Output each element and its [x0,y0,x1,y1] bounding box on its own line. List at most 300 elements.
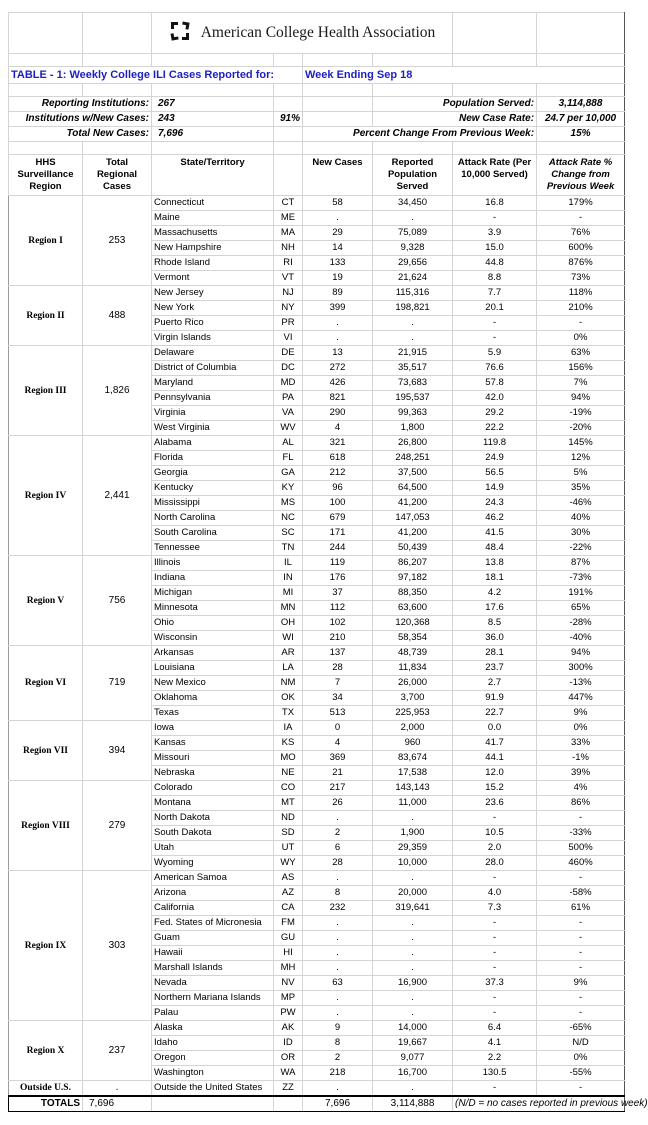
new-case-rate-label: New Case Rate: [373,112,537,127]
totals-row [9,1096,625,1112]
cell-new-cases: . [303,916,373,931]
cell-abbr: GA [274,466,303,481]
cell-attack-rate: 44.8 [453,256,537,271]
cell-change: -22% [537,541,625,556]
cell-abbr: OR [274,1051,303,1066]
cell-population: 120,368 [373,616,453,631]
cell-population: 48,739 [373,646,453,661]
cell-attack-rate: 24.3 [453,496,537,511]
cell-population: . [373,811,453,826]
cell-abbr: CO [274,781,303,796]
nd-footnote: (N/D = no cases reported in previous week) [453,1096,625,1112]
cell-abbr: LA [274,661,303,676]
cell-population: 11,834 [373,661,453,676]
cell-attack-rate: - [453,871,537,886]
cell-attack-rate: 5.9 [453,346,537,361]
col-header-region: HHS Surveillance Region [9,155,83,196]
cell-abbr: KY [274,481,303,496]
cell-abbr: DE [274,346,303,361]
cell-state: Florida [152,451,274,466]
cell-attack-rate: 4.2 [453,586,537,601]
cell-change: 118% [537,286,625,301]
population-served-label: Population Served: [373,97,537,112]
cell-population: . [373,331,453,346]
col-header-abbr [274,155,303,196]
org-header [152,13,453,54]
total-new-cases-label: Total New Cases: [9,127,152,142]
cell-attack-rate: 15.2 [453,781,537,796]
cell-state: Arkansas [152,646,274,661]
cell-new-cases: 618 [303,451,373,466]
cell-state: California [152,901,274,916]
cell-attack-rate: 119.8 [453,436,537,451]
cell-state: South Dakota [152,826,274,841]
table-title: TABLE - 1: Weekly College ILI Cases Reported for: [9,67,303,84]
cell-state: South Carolina [152,526,274,541]
cell-state: Delaware [152,346,274,361]
cell-population: 19,667 [373,1036,453,1051]
cell-state: Michigan [152,586,274,601]
region-name: Region X [9,1021,83,1081]
cell-change: - [537,991,625,1006]
cell-abbr: AS [274,871,303,886]
col-header-attack-rate: Attack Rate (Per 10,000 Served) [453,155,537,196]
cell-population: 50,439 [373,541,453,556]
cell-new-cases: 290 [303,406,373,421]
cell-population: 21,624 [373,271,453,286]
cell-state: Colorado [152,781,274,796]
cell-new-cases: 4 [303,421,373,436]
cell-population: 115,316 [373,286,453,301]
table-row [9,871,625,886]
cell-new-cases: 14 [303,241,373,256]
cell-change: -58% [537,886,625,901]
cell-state: Wyoming [152,856,274,871]
total-new-cases-value: 7,696 [152,127,274,142]
cell-attack-rate: 17.6 [453,601,537,616]
cell-abbr: MO [274,751,303,766]
cell-population: 225,953 [373,706,453,721]
cell-new-cases: . [303,946,373,961]
cell-attack-rate: 56.5 [453,466,537,481]
cell-new-cases: 28 [303,661,373,676]
cell-change: 73% [537,271,625,286]
cell-change: 94% [537,646,625,661]
cell-population: 58,354 [373,631,453,646]
region-total-cases: 394 [83,721,152,781]
spreadsheet [8,12,648,1112]
cell-population: 41,200 [373,526,453,541]
cell-change: 300% [537,661,625,676]
cell-attack-rate: 13.8 [453,556,537,571]
cell-state: Illinois [152,556,274,571]
cell-change: 9% [537,706,625,721]
cell-population: 21,915 [373,346,453,361]
cell-state: Alaska [152,1021,274,1036]
cell-abbr: KS [274,736,303,751]
cell-new-cases: 369 [303,751,373,766]
region-total-cases: 303 [83,871,152,1021]
cell-change: 39% [537,766,625,781]
cell-new-cases: 210 [303,631,373,646]
cell-new-cases: 26 [303,796,373,811]
cell-abbr: WA [274,1066,303,1081]
cell-state: Rhode Island [152,256,274,271]
region-total-cases: 488 [83,286,152,346]
cell-new-cases: 2 [303,1051,373,1066]
cell-attack-rate: 7.3 [453,901,537,916]
cell-change: 500% [537,841,625,856]
cell-state: Wisconsin [152,631,274,646]
cell-change: -20% [537,421,625,436]
cell-abbr: AR [274,646,303,661]
cell-new-cases: 4 [303,736,373,751]
cell-change: 65% [537,601,625,616]
cell-attack-rate: 28.0 [453,856,537,871]
region-name: Region V [9,556,83,646]
table-row [9,436,625,451]
new-case-rate-value: 24.7 per 10,000 [537,112,625,127]
cell-state: Alabama [152,436,274,451]
cell-state: Oregon [152,1051,274,1066]
cell-attack-rate: 23.7 [453,661,537,676]
cell-abbr: RI [274,256,303,271]
cell-population: 99,363 [373,406,453,421]
cell-population: 64,500 [373,481,453,496]
cell-state: Virgin Islands [152,331,274,346]
cell-state: Kentucky [152,481,274,496]
cell-abbr: ZZ [274,1081,303,1097]
cell-new-cases: 89 [303,286,373,301]
cell-state: Marshall Islands [152,961,274,976]
cell-new-cases: 821 [303,391,373,406]
cell-population: 319,641 [373,901,453,916]
cell-state: Nevada [152,976,274,991]
cell-abbr: SD [274,826,303,841]
cell-attack-rate: - [453,991,537,1006]
cell-attack-rate: 42.0 [453,391,537,406]
cell-new-cases: 513 [303,706,373,721]
cell-state: Montana [152,796,274,811]
col-header-new-cases: New Cases [303,155,373,196]
cell-attack-rate: - [453,946,537,961]
cell-new-cases: . [303,1006,373,1021]
cell-population: 198,821 [373,301,453,316]
cell-change: 35% [537,481,625,496]
cell-population: 10,000 [373,856,453,871]
table-row [9,1021,625,1036]
cell-abbr: CA [274,901,303,916]
cell-new-cases: 244 [303,541,373,556]
cell-state: Idaho [152,1036,274,1051]
cell-attack-rate: 91.9 [453,691,537,706]
cell-state: Palau [152,1006,274,1021]
cell-abbr: PR [274,316,303,331]
cell-change: 33% [537,736,625,751]
cell-new-cases: 232 [303,901,373,916]
cell-abbr: VI [274,331,303,346]
region-name: Region VII [9,721,83,781]
cell-new-cases: 29 [303,226,373,241]
cell-new-cases: . [303,961,373,976]
cell-attack-rate: 10.5 [453,826,537,841]
region-name: Region VI [9,646,83,721]
cell-state: Utah [152,841,274,856]
cell-change: -73% [537,571,625,586]
cell-change: 600% [537,241,625,256]
cell-attack-rate: 130.5 [453,1066,537,1081]
cell-change: 86% [537,796,625,811]
cell-abbr: ME [274,211,303,226]
table-row [9,781,625,796]
cell-attack-rate: - [453,961,537,976]
region-name: Region IX [9,871,83,1021]
col-header-change: Attack Rate % Change from Previous Week [537,155,625,196]
cell-attack-rate: - [453,316,537,331]
region-total-cases: 719 [83,646,152,721]
cell-new-cases: 37 [303,586,373,601]
cell-new-cases: 321 [303,436,373,451]
cell-attack-rate: 8.5 [453,616,537,631]
cell-abbr: IA [274,721,303,736]
cell-population: 83,674 [373,751,453,766]
cell-change: 0% [537,721,625,736]
cell-change: -1% [537,751,625,766]
cell-abbr: ID [274,1036,303,1051]
cell-abbr: MI [274,586,303,601]
cell-new-cases: 102 [303,616,373,631]
cell-state: North Carolina [152,511,274,526]
cell-attack-rate: 37.3 [453,976,537,991]
cell-state: New York [152,301,274,316]
cell-new-cases: 679 [303,511,373,526]
cell-abbr: HI [274,946,303,961]
cell-change: -28% [537,616,625,631]
organization-name: American College Health Association [200,24,436,41]
cell-population: . [373,916,453,931]
cell-population: 41,200 [373,496,453,511]
cell-population: 97,182 [373,571,453,586]
cell-attack-rate: 36.0 [453,631,537,646]
totals-label: TOTALS [9,1096,83,1112]
totals-regional-cases: 7,696 [83,1096,152,1112]
cell-change: - [537,871,625,886]
cell-state: Maryland [152,376,274,391]
cell-change: - [537,931,625,946]
cell-population: 88,350 [373,586,453,601]
cell-population: 29,656 [373,256,453,271]
cell-change: - [537,946,625,961]
cell-change: 4% [537,781,625,796]
cell-population: 248,251 [373,451,453,466]
cell-state: Oklahoma [152,691,274,706]
cell-attack-rate: 48.4 [453,541,537,556]
cell-change: 76% [537,226,625,241]
cell-abbr: PA [274,391,303,406]
cell-population: . [373,316,453,331]
table-row [9,646,625,661]
cell-state: Maine [152,211,274,226]
cell-abbr: WY [274,856,303,871]
cell-abbr: NV [274,976,303,991]
cell-population: 16,700 [373,1066,453,1081]
cell-population: 1,800 [373,421,453,436]
cell-state: Georgia [152,466,274,481]
cell-abbr: VA [274,406,303,421]
cell-state: West Virginia [152,421,274,436]
cell-state: North Dakota [152,811,274,826]
population-served-value: 3,114,888 [537,97,625,112]
cell-state: Pennsylvania [152,391,274,406]
cell-abbr: DC [274,361,303,376]
totals-new-cases: 7,696 [303,1096,373,1112]
table-row [9,1081,625,1097]
cell-population: 26,000 [373,676,453,691]
cell-attack-rate: 76.6 [453,361,537,376]
cell-change: -55% [537,1066,625,1081]
cell-attack-rate: 22.2 [453,421,537,436]
cell-abbr: MP [274,991,303,1006]
cell-new-cases: 96 [303,481,373,496]
cell-population: 9,077 [373,1051,453,1066]
cell-abbr: MA [274,226,303,241]
cell-change: 61% [537,901,625,916]
cell-population: 73,683 [373,376,453,391]
cell-abbr: CT [274,196,303,211]
cell-change: 87% [537,556,625,571]
cell-state: New Hampshire [152,241,274,256]
reporting-institutions-value: 267 [152,97,274,112]
cell-change: 94% [537,391,625,406]
cell-new-cases: 176 [303,571,373,586]
cell-abbr: WI [274,631,303,646]
cell-abbr: NJ [274,286,303,301]
cell-abbr: MD [274,376,303,391]
cell-population: 34,450 [373,196,453,211]
cell-population: 143,143 [373,781,453,796]
region-name: Region III [9,346,83,436]
reporting-institutions-label: Reporting Institutions: [9,97,152,112]
cell-new-cases: 8 [303,1036,373,1051]
cell-population: . [373,946,453,961]
cell-attack-rate: 15.0 [453,241,537,256]
cell-attack-rate: - [453,211,537,226]
cell-abbr: TN [274,541,303,556]
cell-population: 35,517 [373,361,453,376]
cell-population: 11,000 [373,796,453,811]
cell-state: Louisiana [152,661,274,676]
cell-change: 191% [537,586,625,601]
region-name: Region VIII [9,781,83,871]
cell-state: Indiana [152,571,274,586]
cell-attack-rate: 6.4 [453,1021,537,1036]
cell-change: -13% [537,676,625,691]
cell-attack-rate: 7.7 [453,286,537,301]
cell-abbr: ND [274,811,303,826]
cell-attack-rate: - [453,1081,537,1097]
cell-change: - [537,811,625,826]
cell-change: 40% [537,511,625,526]
cell-population: . [373,961,453,976]
cell-attack-rate: 12.0 [453,766,537,781]
cell-attack-rate: 28.1 [453,646,537,661]
cell-population: 75,089 [373,226,453,241]
cell-abbr: TX [274,706,303,721]
cell-change: 7% [537,376,625,391]
cell-change: 63% [537,346,625,361]
cell-state: Connecticut [152,196,274,211]
cell-change: 460% [537,856,625,871]
cell-new-cases: . [303,811,373,826]
cell-new-cases: 9 [303,1021,373,1036]
cell-new-cases: 133 [303,256,373,271]
cell-abbr: UT [274,841,303,856]
cell-change: - [537,1006,625,1021]
cell-state: Fed. States of Micronesia [152,916,274,931]
table-row [9,196,625,211]
cell-state: Northern Mariana Islands [152,991,274,1006]
region-total-cases: 253 [83,196,152,286]
cell-population: 147,053 [373,511,453,526]
cell-change: -65% [537,1021,625,1036]
cell-state: Tennessee [152,541,274,556]
cell-state: District of Columbia [152,361,274,376]
cell-new-cases: 119 [303,556,373,571]
cell-change: N/D [537,1036,625,1051]
cell-new-cases: . [303,211,373,226]
cell-state: Kansas [152,736,274,751]
institutions-new-cases-pct: 91% [274,112,303,127]
cell-change: - [537,1081,625,1097]
percent-change-value: 15% [537,127,625,142]
cell-change: -40% [537,631,625,646]
cell-new-cases: 13 [303,346,373,361]
cell-attack-rate: 4.1 [453,1036,537,1051]
cell-attack-rate: 44.1 [453,751,537,766]
cell-change: 30% [537,526,625,541]
region-total-cases: 237 [83,1021,152,1081]
cell-change: 145% [537,436,625,451]
cell-attack-rate: 41.7 [453,736,537,751]
cell-abbr: IN [274,571,303,586]
cell-population: 960 [373,736,453,751]
cell-attack-rate: - [453,1006,537,1021]
cell-new-cases: . [303,316,373,331]
cell-state: Mississippi [152,496,274,511]
table-row [9,286,625,301]
cell-state: Puerto Rico [152,316,274,331]
cell-change: -19% [537,406,625,421]
cell-new-cases: . [303,991,373,1006]
cell-attack-rate: 3.9 [453,226,537,241]
cell-new-cases: 34 [303,691,373,706]
cell-population: 16,900 [373,976,453,991]
cell-population: 2,000 [373,721,453,736]
cell-new-cases: 7 [303,676,373,691]
cell-state: New Mexico [152,676,274,691]
region-total-cases: 279 [83,781,152,871]
cell-state: Nebraska [152,766,274,781]
cell-new-cases: 6 [303,841,373,856]
cell-state: Guam [152,931,274,946]
cell-change: 12% [537,451,625,466]
cell-abbr: FL [274,451,303,466]
region-total-cases: 2,441 [83,436,152,556]
cell-change: 156% [537,361,625,376]
cell-new-cases: . [303,931,373,946]
institutions-new-cases-label: Institutions w/New Cases: [9,112,152,127]
cell-attack-rate: 24.9 [453,451,537,466]
